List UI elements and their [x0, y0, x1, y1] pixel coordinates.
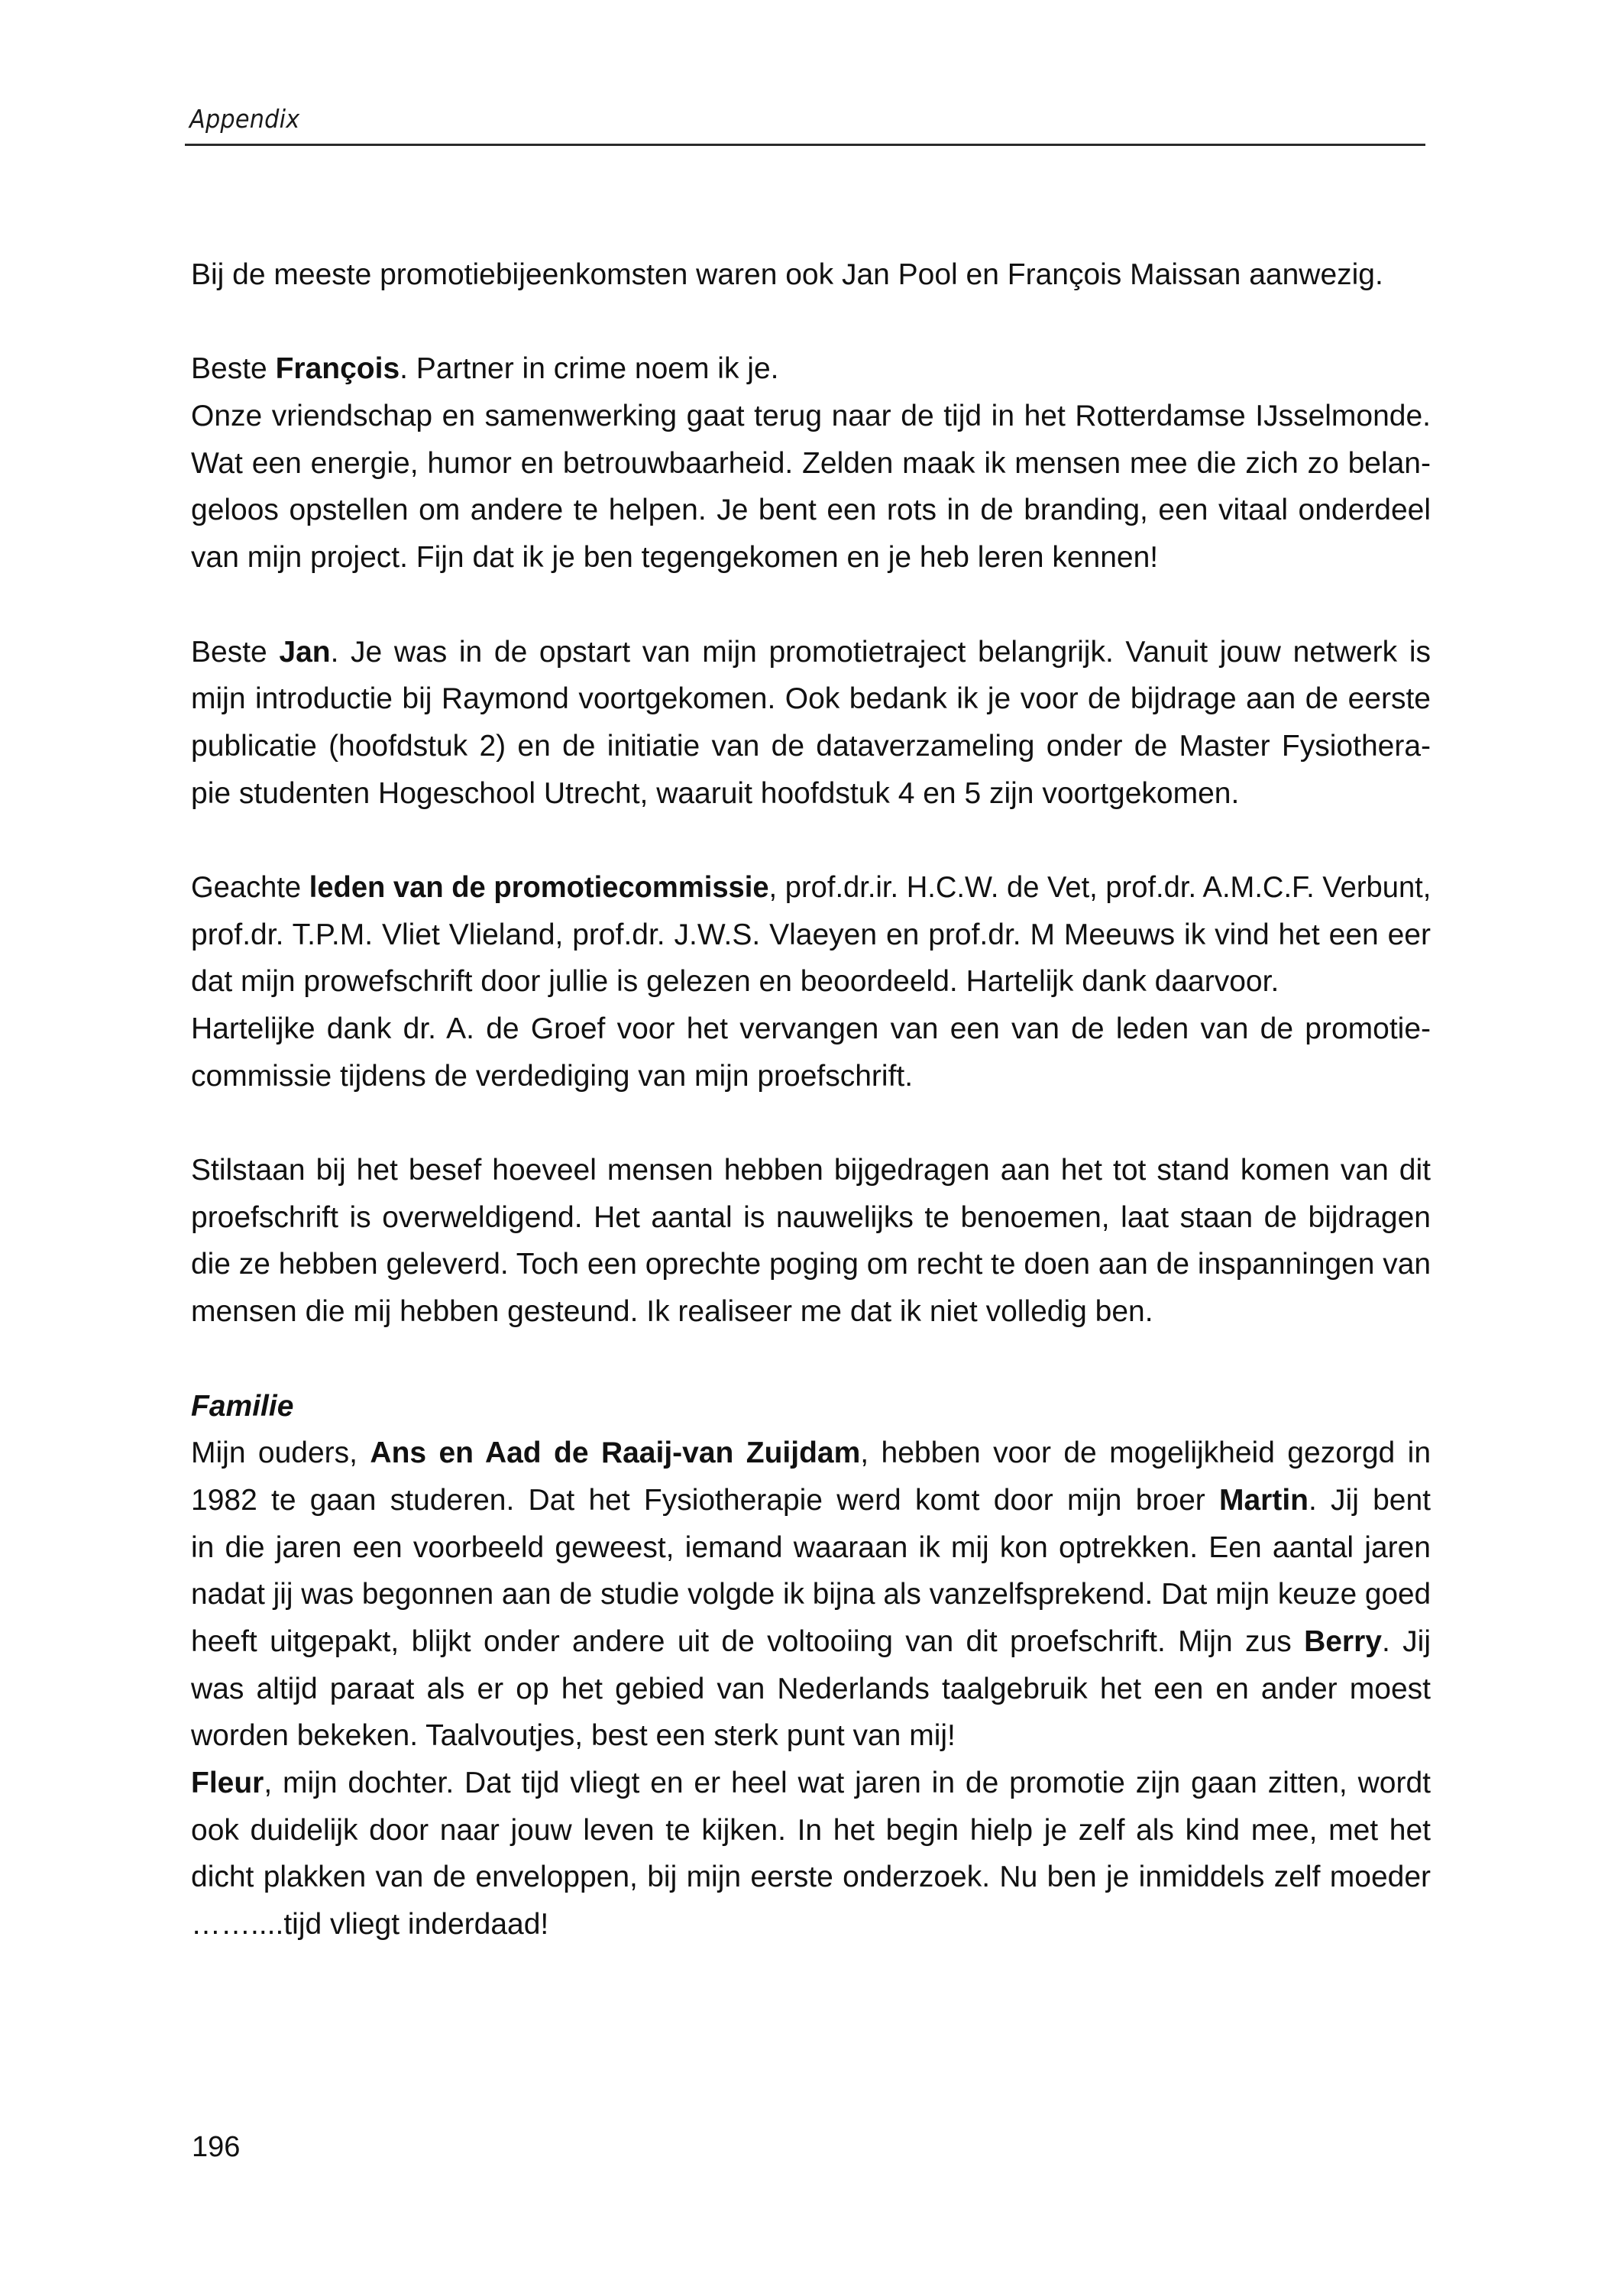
text-run: ……....tijd vliegt inderdaad!: [191, 1908, 549, 1942]
text-run: Wat een energie, humor en betrouwbaarheid. Zelden maak ik mensen mee die zich zo belan-: [191, 446, 1431, 480]
page-number: 196: [192, 2131, 241, 2163]
text-line: [191, 1666, 1431, 1713]
text-run: heeft uitgepakt, blijkt onder andere uit de voltooiing van dit proefschrift. Mijn zus: [191, 1624, 1305, 1658]
text-run: dat mijn prowefschrift door jullie is gelezen en beoordeeld. Hartelijk dank daarvoor.: [191, 965, 1279, 999]
text-line: [191, 629, 1431, 676]
text-line: [191, 1807, 1431, 1854]
text-run: Mijn ouders,: [191, 1436, 370, 1470]
paragraph-intro: [191, 251, 1431, 299]
text-run: Beste: [191, 635, 280, 669]
paragraph-spacer: [191, 581, 1431, 629]
text-line: [191, 1383, 1431, 1430]
text-line: [191, 958, 1431, 1006]
text-line: [191, 1006, 1431, 1053]
paragraph-spacer: [191, 1100, 1431, 1147]
text-line: [191, 1524, 1431, 1572]
text-line: [191, 1760, 1431, 1807]
text-run: worden bekeken. Taalvoutjes, best een sterk punt van mij!: [191, 1719, 956, 1753]
text-run: Onze vriendschap en samenwerking gaat terug naar de tijd in het Rotterdamse IJsselmonde.: [191, 400, 1431, 433]
text-run: Beste: [191, 352, 276, 386]
text-line: [191, 440, 1431, 487]
text-line: [191, 1618, 1431, 1666]
text-line: [191, 1241, 1431, 1288]
paragraph-jan: [191, 629, 1431, 818]
text-run: prof.dr. T.P.M. Vliet Vlieland, prof.dr. J.W.S. Vlaeyen en prof.dr. M Meeuws ik vind het een eer: [191, 918, 1431, 951]
text-run: . Jij bent: [1308, 1483, 1431, 1517]
text-run: geloos opstellen om andere te helpen. Je bent een rots in de branding, een vitaal onderdeel: [191, 494, 1431, 527]
text-run: commissie tijdens de verdediging van mijn proefschrift.: [191, 1059, 914, 1093]
text-run: . Jij: [1381, 1624, 1432, 1658]
body-text: [191, 251, 1431, 1948]
text-run: . Partner in crime noem ik je.: [400, 352, 779, 386]
text-run: dicht plakken van de enveloppen, bij mijn eerste onderzoek. Nu ben je inmiddels zelf moeder: [191, 1861, 1431, 1894]
text-line: [191, 1147, 1431, 1194]
text-run: nadat jij was begonnen aan de studie volgde ik bijna als vanzelfsprekend. Dat mijn keuze goed: [191, 1578, 1432, 1611]
text-run: Stilstaan bij het besef hoeveel mensen hebben bijgedragen aan het tot stand komen van dit: [191, 1154, 1431, 1187]
text-line: [191, 1430, 1431, 1477]
paragraph-spacer: [191, 299, 1431, 346]
text-line: [191, 864, 1431, 912]
emphasized-name: leden van de promotiecommissie: [309, 870, 769, 904]
emphasized-name: François: [275, 352, 400, 386]
text-run: publicatie (hoofdstuk 2) en de initiatie van de dataverzameling onder de Master Fysiothera-: [191, 729, 1431, 763]
emphasized-name: Fleur: [191, 1767, 264, 1799]
text-run: . Je was in de opstart van mijn promotietraject belangrijk. Vanuit jouw netwerk is: [330, 635, 1431, 669]
text-run: proefschrift is overweldigend. Het aantal is nauwelijks te benoemen, laat staan de bijdragen: [191, 1200, 1431, 1234]
emphasized-name: Berry: [1304, 1624, 1382, 1658]
text-line: [191, 345, 1431, 393]
text-run: Hartelijke dank dr. A. de Groef voor het vervangen van een van de leden van de promotie-: [191, 1012, 1431, 1045]
text-line: [191, 1854, 1431, 1901]
text-run: in die jaren een voorbeeld geweest, iemand waaraan ik mij kon optrekken. Een aantal jaren: [191, 1530, 1431, 1564]
paragraph-stilstaan: [191, 1147, 1431, 1336]
text-run: Geachte: [191, 870, 309, 904]
text-run: die ze hebben geleverd. Toch een oprechte poging om recht te doen aan de inspanningen van: [191, 1248, 1432, 1281]
text-line: [191, 534, 1431, 581]
emphasized-name: Jan: [279, 635, 331, 669]
text-line: [191, 1288, 1431, 1336]
text-line: [191, 1712, 1431, 1760]
text-run: , prof.dr.ir. H.C.W. de Vet, prof.dr. A.M.C.F. Verbunt,: [768, 870, 1432, 904]
text-run: mensen die mij hebben gesteund. Ik realiseer me dat ik niet volledig ben.: [191, 1295, 1153, 1329]
text-line: [191, 1571, 1431, 1618]
text-line: [191, 770, 1431, 818]
running-title: Appendix: [189, 104, 300, 134]
paragraph-familie: [191, 1383, 1431, 1948]
paragraph-francois: [191, 345, 1431, 581]
text-line: [191, 723, 1431, 770]
text-run: 1982 te gaan studeren. Dat het Fysiotherapie werd komt door mijn broer: [191, 1483, 1219, 1517]
text-line: [191, 1053, 1431, 1100]
paragraph-spacer: [191, 817, 1431, 864]
text-run: van mijn project. Fijn dat ik je ben tegengekomen en je heb leren kennen!: [191, 541, 1159, 575]
emphasized-name: Ans en Aad de Raaij-van Zuijdam: [370, 1436, 861, 1470]
paragraph-commissie: [191, 864, 1431, 1100]
text-line: [191, 912, 1431, 959]
section-heading: Familie: [191, 1389, 294, 1423]
running-header: [189, 104, 299, 134]
text-run: mijn introductie bij Raymond voortgekomen. Ook bedank ik je voor de bijdrage aan de eerste: [191, 682, 1431, 716]
text-line: [191, 487, 1431, 534]
emphasized-name: Martin: [1218, 1483, 1309, 1517]
text-line: [191, 393, 1431, 440]
header-rule: [185, 144, 1425, 146]
text-line: [191, 251, 1431, 299]
text-run: , hebben voor de mogelijkheid gezorgd in: [860, 1436, 1432, 1470]
text-run: ook duidelijk door naar jouw leven te kijken. In het begin hielp je zelf als kind mee, met het: [191, 1813, 1431, 1847]
text-run: was altijd paraat als er op het gebied van Nederlands taalgebruik het een en ander moest: [191, 1672, 1431, 1705]
text-line: [191, 1477, 1431, 1524]
text-line: [191, 1194, 1431, 1242]
text-line: [191, 675, 1431, 723]
text-run: , mijn dochter. Dat tijd vliegt en er heel wat jaren in de promotie zijn gaan zitten, wordt: [264, 1767, 1431, 1799]
text-line: [191, 1901, 1431, 1948]
text-run: Bij de meeste promotiebijeenkomsten waren ook Jan Pool en François Maissan aanwezig.: [191, 258, 1383, 291]
text-run: pie studenten Hogeschool Utrecht, waaruit hoofdstuk 4 en 5 zijn voortgekomen.: [191, 776, 1240, 810]
paragraph-spacer: [191, 1336, 1431, 1383]
